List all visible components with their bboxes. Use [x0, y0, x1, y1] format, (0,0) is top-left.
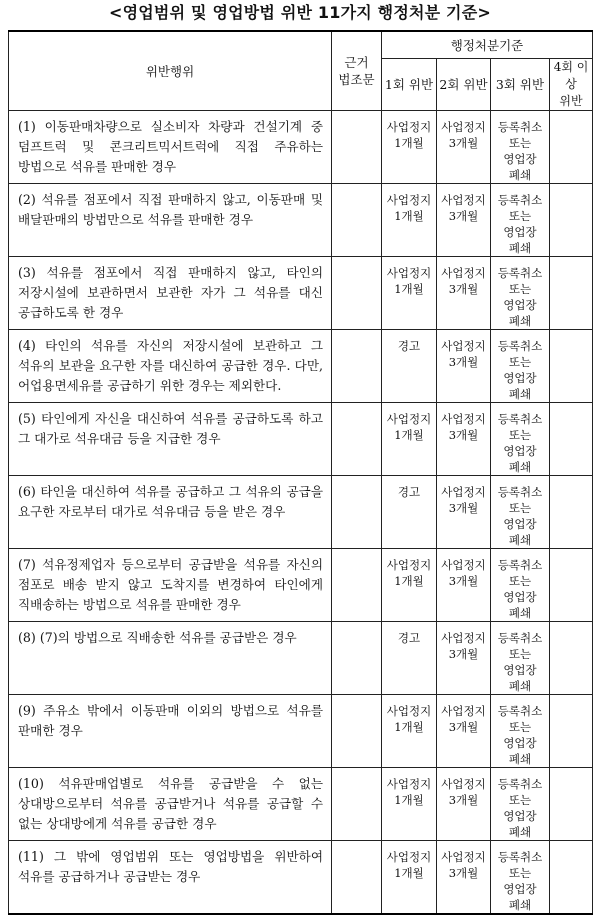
violation-cell: (1) 이동판매차량으로 실소비자 차량과 건설기계 중 덤프트럭 및 콘크리트믹서트럭에 직접 주유하는 방법으로 석유를 판매한 경우 [9, 111, 332, 184]
penalty-second-cell: 사업정지 3개월 [437, 257, 491, 330]
violation-cell: (3) 석유를 점포에서 직접 판매하지 않고, 타인의 저장시설에 보관하면서 보관한 자가 그 석유를 대신 공급하도록 한 경우 [9, 257, 332, 330]
table-body [9, 111, 593, 915]
law-cell [332, 184, 382, 257]
table-row [9, 695, 593, 768]
penalty-third-cell: 등록취소 또는 영업장 폐쇄 [491, 330, 550, 403]
violation-cell: (9) 주유소 밖에서 이동판매 이외의 방법으로 석유를 판매한 경우 [9, 695, 332, 768]
penalty-table [8, 30, 593, 915]
penalty-first-cell: 사업정지 1개월 [382, 549, 437, 622]
penalty-first-cell: 사업정지 1개월 [382, 841, 437, 915]
penalty-first-cell: 사업정지 1개월 [382, 768, 437, 841]
table-row [9, 841, 593, 915]
penalty-second-cell: 사업정지 3개월 [437, 111, 491, 184]
penalty-fourth-cell [550, 330, 593, 403]
law-cell [332, 841, 382, 915]
penalty-third-cell: 등록취소 또는 영업장 폐쇄 [491, 549, 550, 622]
violation-cell: (2) 석유를 점포에서 직접 판매하지 않고, 이동판매 및 배달판매의 방법만으로 석유를 판매한 경우 [9, 184, 332, 257]
law-cell [332, 330, 382, 403]
penalty-second-cell: 사업정지 3개월 [437, 695, 491, 768]
penalty-third-cell: 등록취소 또는 영업장 폐쇄 [491, 476, 550, 549]
penalty-second-cell: 사업정지 3개월 [437, 549, 491, 622]
table-row [9, 768, 593, 841]
penalty-third-cell: 등록취소 또는 영업장 폐쇄 [491, 768, 550, 841]
table-row [9, 184, 593, 257]
table-row [9, 549, 593, 622]
header-violation: 위반행위 [9, 31, 332, 111]
header-law: 근거 법조문 [332, 31, 382, 111]
violation-cell: (7) 석유정제업자 등으로부터 공급받을 석유를 자신의 점포로 배송 받지 않고 도착지를 변경하여 타인에게 직배송하는 방법으로 석유를 판매한 경우 [9, 549, 332, 622]
law-cell [332, 549, 382, 622]
penalty-second-cell: 사업정지 3개월 [437, 476, 491, 549]
penalty-second-cell: 사업정지 3개월 [437, 330, 491, 403]
law-cell [332, 622, 382, 695]
penalty-first-cell: 사업정지 1개월 [382, 695, 437, 768]
penalty-fourth-cell [550, 622, 593, 695]
law-cell [332, 476, 382, 549]
penalty-fourth-cell [550, 695, 593, 768]
penalty-third-cell: 등록취소 또는 영업장 폐쇄 [491, 841, 550, 915]
table-row [9, 476, 593, 549]
table-row [9, 403, 593, 476]
penalty-second-cell: 사업정지 3개월 [437, 768, 491, 841]
table-row [9, 622, 593, 695]
header-second: 2회 위반 [437, 59, 491, 111]
penalty-first-cell: 사업정지 1개월 [382, 403, 437, 476]
violation-cell: (11) 그 밖에 영업범위 또는 영업방법을 위반하여 석유를 공급하거나 공급받는 경우 [9, 841, 332, 915]
law-cell [332, 403, 382, 476]
law-cell [332, 111, 382, 184]
penalty-fourth-cell [550, 549, 593, 622]
penalty-fourth-cell [550, 111, 593, 184]
law-cell [332, 257, 382, 330]
penalty-second-cell: 사업정지 3개월 [437, 184, 491, 257]
penalty-third-cell: 등록취소 또는 영업장 폐쇄 [491, 257, 550, 330]
penalty-second-cell: 사업정지 3개월 [437, 622, 491, 695]
table-row [9, 330, 593, 403]
penalty-second-cell: 사업정지 3개월 [437, 841, 491, 915]
page-title: <영업범위 및 영업방법 위반 11가지 행정처분 기준> [109, 3, 491, 22]
penalty-first-cell: 사업정지 1개월 [382, 184, 437, 257]
header-fourth: 4회 이상 위반 [550, 59, 593, 111]
violation-cell: (6) 타인을 대신하여 석유를 공급하고 그 석유의 공급을 요구한 자로부터 대가로 석유대금 등을 받은 경우 [9, 476, 332, 549]
penalty-third-cell: 등록취소 또는 영업장 폐쇄 [491, 622, 550, 695]
penalty-first-cell: 사업정지 1개월 [382, 111, 437, 184]
penalty-first-cell: 경고 [382, 330, 437, 403]
header-third: 3회 위반 [491, 59, 550, 111]
penalty-fourth-cell [550, 841, 593, 915]
penalty-first-cell: 사업정지 1개월 [382, 257, 437, 330]
law-cell [332, 695, 382, 768]
violation-cell: (4) 타인의 석유를 자신의 저장시설에 보관하고 그 석유의 보관을 요구한 자를 대신하여 공급한 경우. 다만, 어업용면세유를 공급하기 위한 경우는 제외한다. [9, 330, 332, 403]
violation-cell: (10) 석유판매업별로 석유를 공급받을 수 없는 상대방으로부터 석유를 공급받거나 석유를 공급할 수 없는 상대방에게 석유를 공급한 경우 [9, 768, 332, 841]
header-first: 1회 위반 [382, 59, 437, 111]
violation-cell: (5) 타인에게 자신을 대신하여 석유를 공급하도록 하고 그 대가로 석유대금 등을 지급한 경우 [9, 403, 332, 476]
penalty-third-cell: 등록취소 또는 영업장 폐쇄 [491, 695, 550, 768]
penalty-fourth-cell [550, 476, 593, 549]
table-row [9, 111, 593, 184]
table-row [9, 257, 593, 330]
penalty-third-cell: 등록취소 또는 영업장 폐쇄 [491, 111, 550, 184]
header-criteria: 행정처분기준 [382, 31, 593, 59]
law-cell [332, 768, 382, 841]
penalty-fourth-cell [550, 184, 593, 257]
penalty-third-cell: 등록취소 또는 영업장 폐쇄 [491, 403, 550, 476]
penalty-fourth-cell [550, 403, 593, 476]
penalty-second-cell: 사업정지 3개월 [437, 403, 491, 476]
violation-cell: (8) (7)의 방법으로 직배송한 석유를 공급받은 경우 [9, 622, 332, 695]
penalty-fourth-cell [550, 257, 593, 330]
penalty-first-cell: 경고 [382, 622, 437, 695]
penalty-third-cell: 등록취소 또는 영업장 폐쇄 [491, 184, 550, 257]
penalty-first-cell: 경고 [382, 476, 437, 549]
penalty-fourth-cell [550, 768, 593, 841]
